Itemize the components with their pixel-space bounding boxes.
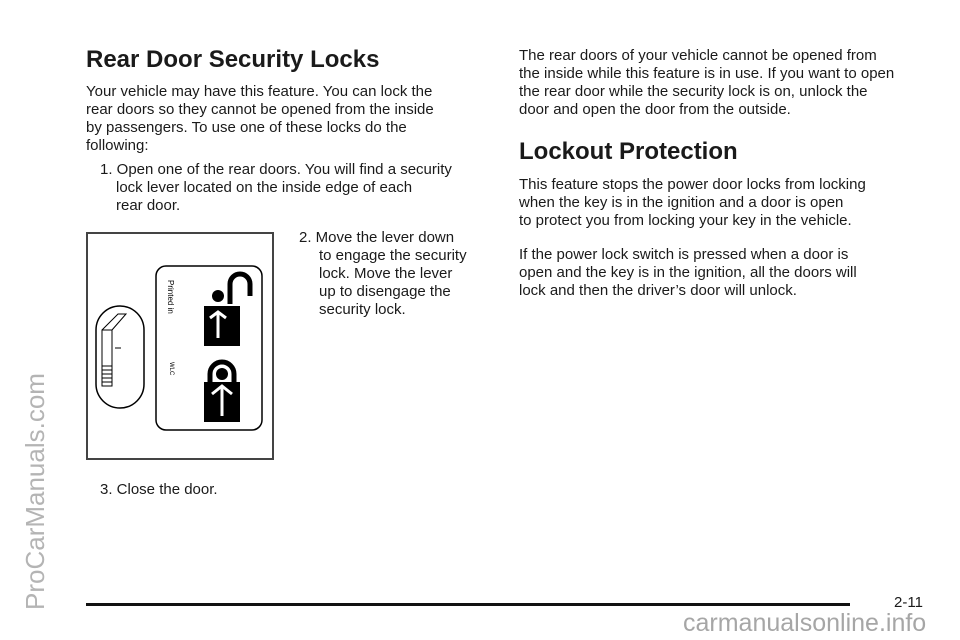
lockout-paragraph-1 (519, 176, 866, 230)
side-watermark: ProCarManuals.com (20, 373, 50, 610)
text-line: by passengers. To use one of these locks do the (86, 119, 407, 136)
bottom-watermark: carmanualsonline.info (683, 609, 927, 637)
section-heading-lockout-protection: Lockout Protection (519, 138, 738, 165)
text-line: rear doors so they cannot be opened from the inside (86, 101, 434, 118)
text-line: to engage the security (319, 247, 467, 264)
page-number: 2-11 (894, 594, 923, 611)
step-2 (299, 229, 467, 319)
figure-label-tag: WLC (168, 362, 174, 376)
text-line: when the key is in the ignition and a door is open (519, 194, 844, 211)
text-line: lock. Move the lever (319, 265, 453, 282)
text-line: door and open the door from the outside. (519, 101, 791, 118)
locked-child-icon (204, 362, 240, 422)
text-line: security lock. (319, 301, 406, 318)
step-3 (100, 481, 218, 499)
lockout-paragraph-2 (519, 246, 857, 300)
lock-lever-icon (96, 306, 144, 408)
intro-paragraph (86, 83, 434, 155)
text-line: 3. Close the door. (100, 481, 218, 498)
text-line: This feature stops the power door locks from locking (519, 176, 866, 193)
text-line: rear door. (116, 197, 181, 214)
text-line: 2. Move the lever down (299, 229, 455, 246)
text-line: up to disengage the (319, 283, 451, 300)
text-line: The rear doors of your vehicle cannot be opened from (519, 47, 877, 64)
section-heading-rear-door-security-locks: Rear Door Security Locks (86, 46, 380, 73)
text-line: the inside while this feature is in use. If you want to open (519, 65, 895, 82)
security-lock-illustration (88, 234, 272, 458)
text-line: If the power lock switch is pressed when a door is (519, 246, 849, 263)
text-line: lock and then the driver’s door will unlock. (519, 282, 797, 299)
text-line: following: (86, 137, 149, 154)
text-line: Your vehicle may have this feature. You can lock the (86, 83, 433, 100)
text-line: the rear door while the security lock is on, unlock the (519, 83, 868, 100)
text-line: open and the key is in the ignition, all the doors will (519, 264, 857, 281)
rear-door-paragraph (519, 47, 894, 119)
step-1 (100, 161, 452, 215)
footer-rule (86, 603, 850, 606)
text-line: 1. Open one of the rear doors. You will find a security (100, 161, 452, 178)
text-line: lock lever located on the inside edge of each (116, 179, 413, 196)
text-line: to protect you from locking your key in the vehicle. (519, 212, 852, 229)
figure-label-printed: Printed in (166, 280, 175, 314)
security-lock-figure (86, 232, 274, 460)
